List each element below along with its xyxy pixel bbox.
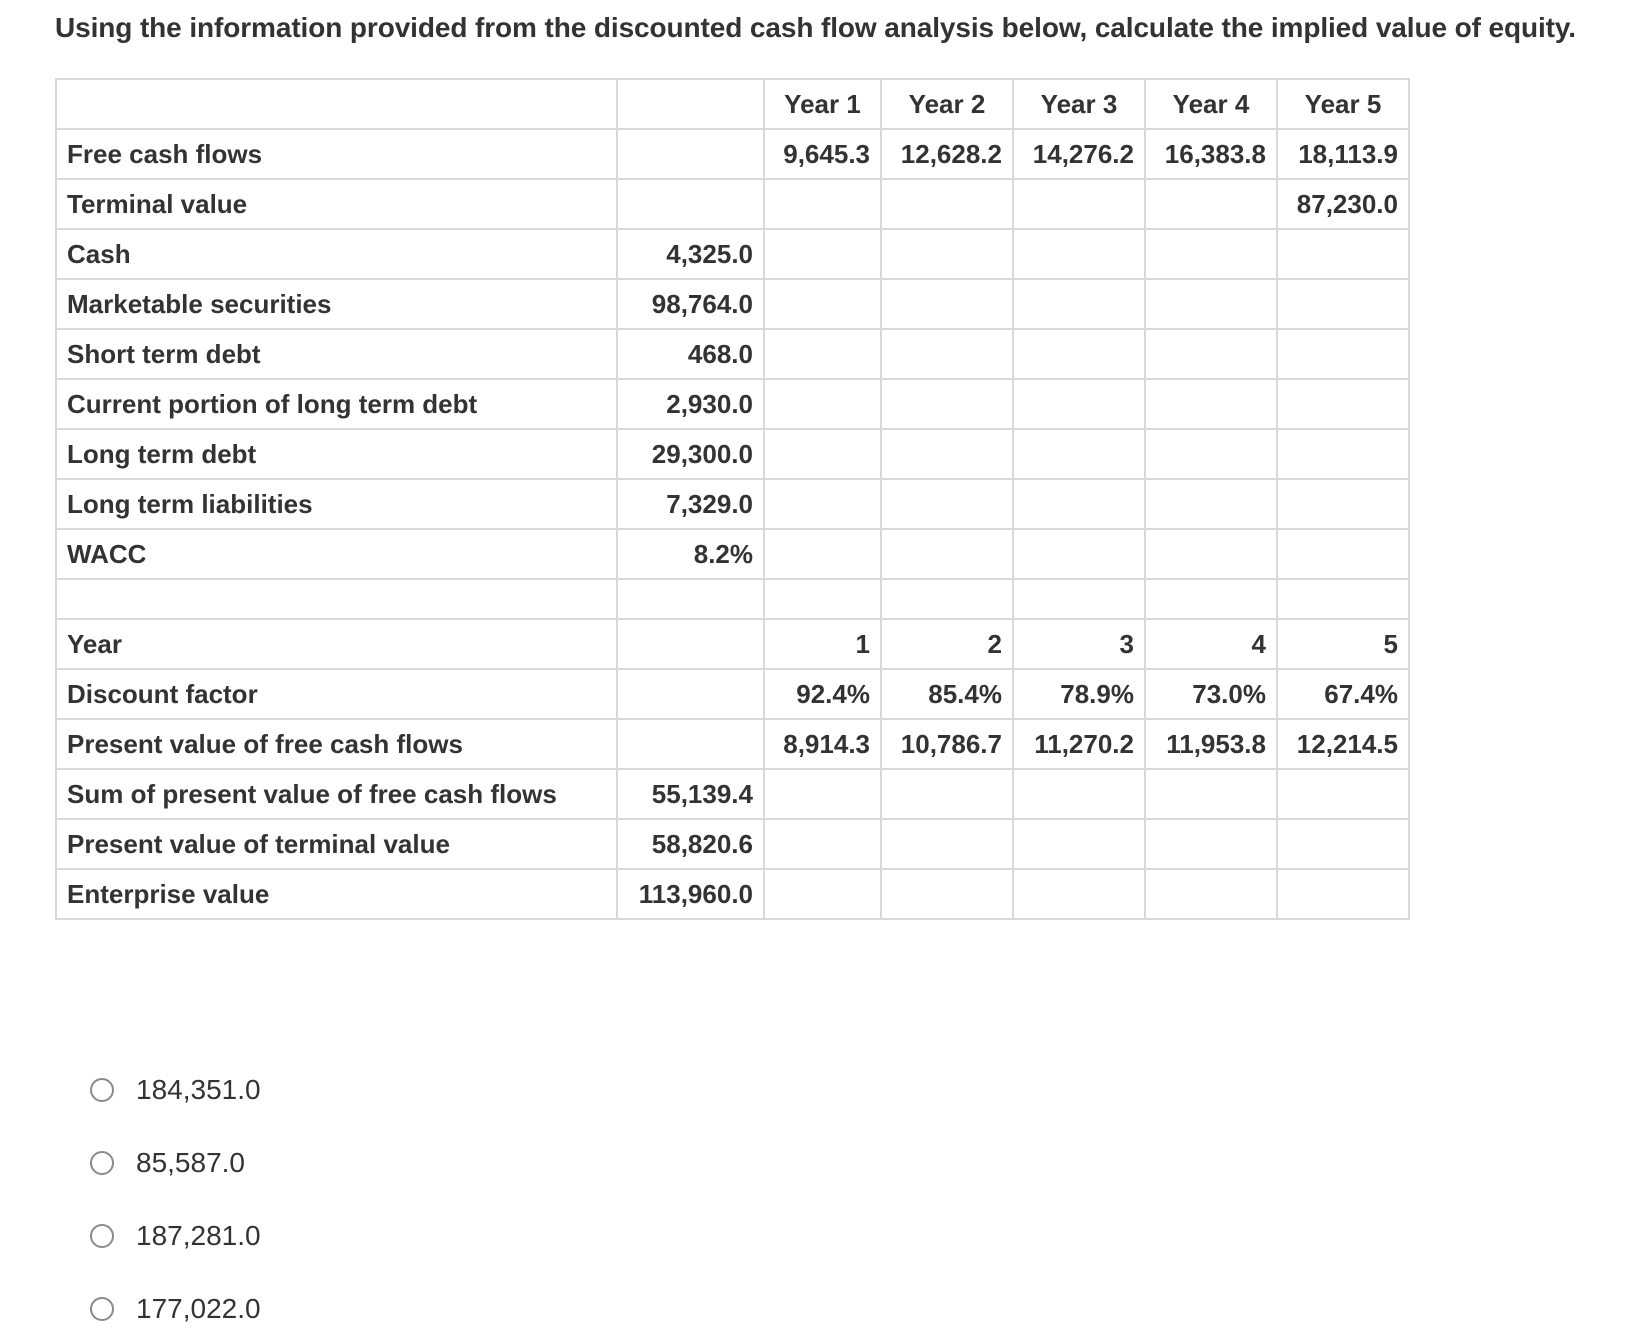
base-value: 29,300.0 — [617, 429, 764, 479]
year-header: Year 2 — [881, 79, 1013, 129]
empty-cell — [1277, 379, 1409, 429]
table-row — [56, 619, 1409, 669]
answer-option-2[interactable] — [90, 1147, 245, 1179]
empty-cell — [1277, 329, 1409, 379]
empty-cell — [1013, 819, 1145, 869]
year-value: 11,270.2 — [1013, 719, 1145, 769]
year-value: 67.4% — [1277, 669, 1409, 719]
empty-cell — [881, 819, 1013, 869]
empty-cell — [881, 579, 1013, 619]
question-text: Using the information provided from the discounted cash flow analysis below, calculate the implied value of equity. — [55, 12, 1576, 43]
empty-cell — [1013, 579, 1145, 619]
empty-cell — [1013, 329, 1145, 379]
row-label: Present value of terminal value — [56, 819, 617, 869]
empty-cell — [1277, 479, 1409, 529]
empty-cell — [764, 579, 881, 619]
empty-cell — [1145, 329, 1277, 379]
table-row — [56, 529, 1409, 579]
table-row — [56, 179, 1409, 229]
empty-cell — [1145, 429, 1277, 479]
header-base-cell — [617, 79, 764, 129]
base-value: 4,325.0 — [617, 229, 764, 279]
table-row — [56, 769, 1409, 819]
empty-cell — [1145, 529, 1277, 579]
row-label: Free cash flows — [56, 129, 617, 179]
radio-button-icon[interactable] — [90, 1151, 114, 1175]
empty-cell — [1145, 769, 1277, 819]
empty-cell — [881, 379, 1013, 429]
row-label: Present value of free cash flows — [56, 719, 617, 769]
empty-cell — [1145, 279, 1277, 329]
empty-cell — [1145, 479, 1277, 529]
empty-cell — [1013, 769, 1145, 819]
table-row — [56, 719, 1409, 769]
empty-cell — [881, 529, 1013, 579]
table-row — [56, 129, 1409, 179]
table-row — [56, 869, 1409, 919]
answer-option-3[interactable] — [90, 1220, 261, 1252]
base-value — [617, 719, 764, 769]
base-value: 8.2% — [617, 529, 764, 579]
year-value: 5 — [1277, 619, 1409, 669]
empty-cell — [1013, 379, 1145, 429]
row-label: Terminal value — [56, 179, 617, 229]
row-label: Current portion of long term debt — [56, 379, 617, 429]
year-value: 12,214.5 — [1277, 719, 1409, 769]
year-value: 87,230.0 — [1277, 179, 1409, 229]
year-header: Year 5 — [1277, 79, 1409, 129]
table-row — [56, 479, 1409, 529]
empty-cell — [881, 329, 1013, 379]
year-value: 12,628.2 — [881, 129, 1013, 179]
year-header: Year 3 — [1013, 79, 1145, 129]
table-row — [56, 669, 1409, 719]
empty-cell — [764, 379, 881, 429]
empty-cell — [764, 229, 881, 279]
empty-cell — [764, 329, 881, 379]
table-row — [56, 819, 1409, 869]
empty-cell — [1277, 869, 1409, 919]
base-value: 58,820.6 — [617, 819, 764, 869]
table-row — [56, 279, 1409, 329]
empty-cell — [1277, 529, 1409, 579]
year-value: 2 — [881, 619, 1013, 669]
empty-cell — [1145, 229, 1277, 279]
year-header: Year 4 — [1145, 79, 1277, 129]
spacer-row — [56, 579, 1409, 619]
empty-cell — [1145, 819, 1277, 869]
year-value: 8,914.3 — [764, 719, 881, 769]
empty-cell — [1277, 429, 1409, 479]
header-row — [56, 79, 1409, 129]
empty-cell — [764, 869, 881, 919]
row-label: Short term debt — [56, 329, 617, 379]
year-value: 3 — [1013, 619, 1145, 669]
answer-option-4[interactable] — [90, 1293, 261, 1325]
answer-option-label[interactable]: 187,281.0 — [136, 1220, 261, 1251]
answer-option-1[interactable] — [90, 1074, 261, 1106]
empty-cell — [617, 579, 764, 619]
base-value — [617, 619, 764, 669]
row-label: Discount factor — [56, 669, 617, 719]
dcf-table — [55, 78, 1410, 920]
empty-cell — [764, 529, 881, 579]
row-label: Cash — [56, 229, 617, 279]
year-value: 73.0% — [1145, 669, 1277, 719]
year-value: 11,953.8 — [1145, 719, 1277, 769]
year-value: 18,113.9 — [1277, 129, 1409, 179]
year-value: 16,383.8 — [1145, 129, 1277, 179]
year-value: 92.4% — [764, 669, 881, 719]
year-value — [881, 179, 1013, 229]
answer-option-label[interactable]: 184,351.0 — [136, 1074, 261, 1105]
empty-cell — [881, 229, 1013, 279]
year-value: 4 — [1145, 619, 1277, 669]
empty-cell — [764, 819, 881, 869]
answer-option-label[interactable]: 177,022.0 — [136, 1293, 261, 1324]
year-value: 85.4% — [881, 669, 1013, 719]
table-row — [56, 329, 1409, 379]
base-value: 7,329.0 — [617, 479, 764, 529]
empty-cell — [1277, 579, 1409, 619]
empty-cell — [1013, 279, 1145, 329]
empty-cell — [881, 769, 1013, 819]
year-value — [1145, 179, 1277, 229]
empty-cell — [56, 579, 617, 619]
row-label: Year — [56, 619, 617, 669]
empty-cell — [1013, 869, 1145, 919]
table-row — [56, 379, 1409, 429]
empty-cell — [881, 869, 1013, 919]
row-label: Long term liabilities — [56, 479, 617, 529]
table-row — [56, 429, 1409, 479]
answer-option-label[interactable]: 85,587.0 — [136, 1147, 245, 1178]
radio-button-icon[interactable] — [90, 1297, 114, 1321]
table-row — [56, 229, 1409, 279]
year-value — [1013, 179, 1145, 229]
radio-button-icon[interactable] — [90, 1224, 114, 1248]
base-value: 98,764.0 — [617, 279, 764, 329]
year-value: 9,645.3 — [764, 129, 881, 179]
year-value — [764, 179, 881, 229]
year-value: 14,276.2 — [1013, 129, 1145, 179]
header-label-cell — [56, 79, 617, 129]
empty-cell — [881, 429, 1013, 479]
empty-cell — [1277, 769, 1409, 819]
base-value: 55,139.4 — [617, 769, 764, 819]
radio-button-icon[interactable] — [90, 1078, 114, 1102]
empty-cell — [1145, 579, 1277, 619]
empty-cell — [1145, 379, 1277, 429]
empty-cell — [764, 429, 881, 479]
empty-cell — [764, 479, 881, 529]
base-value: 468.0 — [617, 329, 764, 379]
base-value: 2,930.0 — [617, 379, 764, 429]
empty-cell — [1145, 869, 1277, 919]
year-value: 78.9% — [1013, 669, 1145, 719]
year-header: Year 1 — [764, 79, 881, 129]
base-value — [617, 179, 764, 229]
base-value — [617, 669, 764, 719]
empty-cell — [1013, 479, 1145, 529]
empty-cell — [1277, 819, 1409, 869]
row-label: Marketable securities — [56, 279, 617, 329]
empty-cell — [764, 769, 881, 819]
empty-cell — [1013, 229, 1145, 279]
row-label: Enterprise value — [56, 869, 617, 919]
empty-cell — [881, 479, 1013, 529]
row-label: Long term debt — [56, 429, 617, 479]
empty-cell — [1277, 279, 1409, 329]
base-value: 113,960.0 — [617, 869, 764, 919]
empty-cell — [1013, 429, 1145, 479]
year-value: 10,786.7 — [881, 719, 1013, 769]
empty-cell — [881, 279, 1013, 329]
empty-cell — [1013, 529, 1145, 579]
year-value: 1 — [764, 619, 881, 669]
row-label: Sum of present value of free cash flows — [56, 769, 617, 819]
empty-cell — [764, 279, 881, 329]
row-label: WACC — [56, 529, 617, 579]
empty-cell — [1277, 229, 1409, 279]
base-value — [617, 129, 764, 179]
